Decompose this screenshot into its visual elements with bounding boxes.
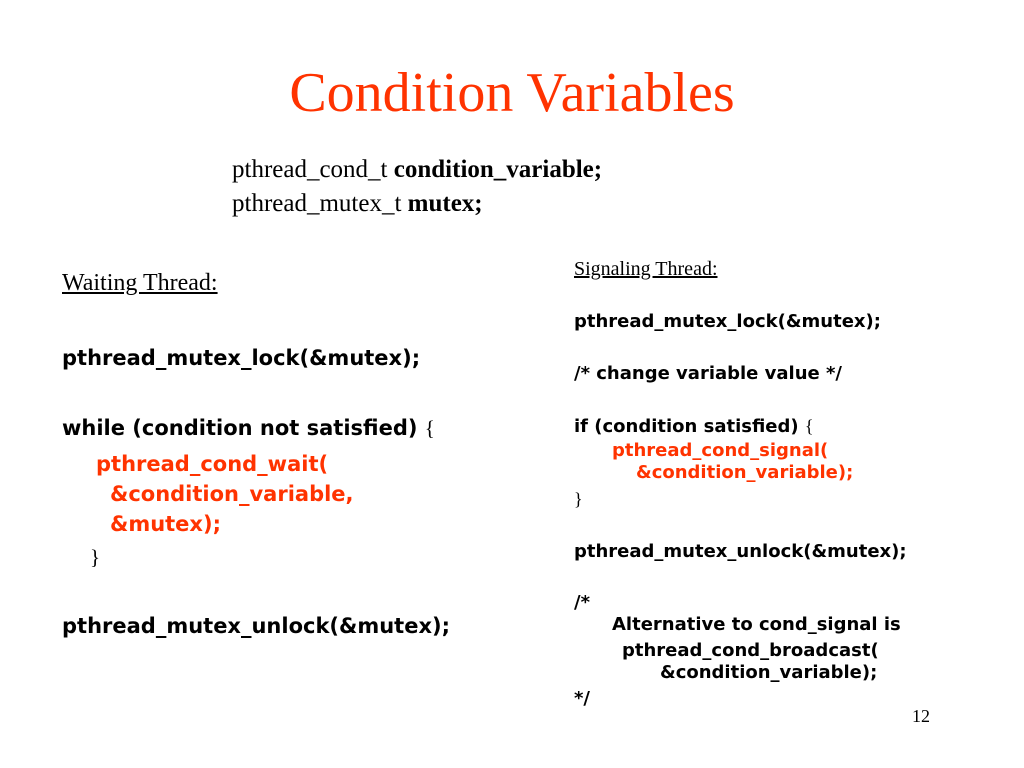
declaration-mutex-name: mutex;	[407, 190, 483, 217]
waiting-unlock-line: pthread_mutex_unlock(&mutex);	[62, 614, 450, 638]
alt-comment-line3: &condition_variable);	[660, 662, 878, 683]
declaration-mutex	[232, 188, 483, 220]
waiting-cond-wait-arg1: &condition_variable,	[110, 482, 354, 506]
waiting-cond-wait-arg2: &mutex);	[110, 512, 221, 536]
waiting-while-line	[62, 414, 435, 442]
declaration-cond	[232, 154, 602, 186]
waiting-close-brace: }	[90, 545, 101, 569]
slide-title: Condition Variables	[289, 62, 735, 124]
waiting-thread-header: Waiting Thread:	[62, 270, 218, 296]
alt-comment-line2: pthread_cond_broadcast(	[622, 640, 879, 661]
waiting-cond-wait-call: pthread_cond_wait(	[96, 452, 329, 476]
signaling-close-brace: }	[574, 489, 583, 509]
signaling-cond-signal-call: pthread_cond_signal(	[612, 440, 829, 461]
alt-comment-line1: Alternative to cond_signal is	[612, 614, 901, 635]
signaling-lock-line: pthread_mutex_lock(&mutex);	[574, 311, 881, 332]
waiting-while-condition: while (condition not satisfied)	[62, 416, 418, 440]
page-number: 12	[912, 706, 930, 726]
declaration-mutex-type: pthread_mutex_t	[232, 190, 402, 217]
signaling-if-line	[574, 415, 814, 438]
signaling-unlock-line: pthread_mutex_unlock(&mutex);	[574, 541, 907, 562]
signaling-comment: /* change variable value */	[574, 363, 842, 384]
alt-comment-close: */	[574, 688, 590, 709]
signaling-thread-header: Signaling Thread:	[574, 258, 718, 280]
signaling-cond-signal-arg: &condition_variable);	[636, 462, 854, 483]
declaration-cond-type: pthread_cond_t	[232, 156, 388, 183]
declaration-cond-name: condition_variable;	[393, 156, 603, 183]
signaling-if-condition: if (condition satisfied)	[574, 416, 799, 437]
waiting-lock-line: pthread_mutex_lock(&mutex);	[62, 346, 421, 370]
alt-comment-open: /*	[574, 592, 590, 613]
waiting-open-brace: {	[424, 416, 435, 440]
signaling-open-brace: {	[804, 416, 814, 436]
